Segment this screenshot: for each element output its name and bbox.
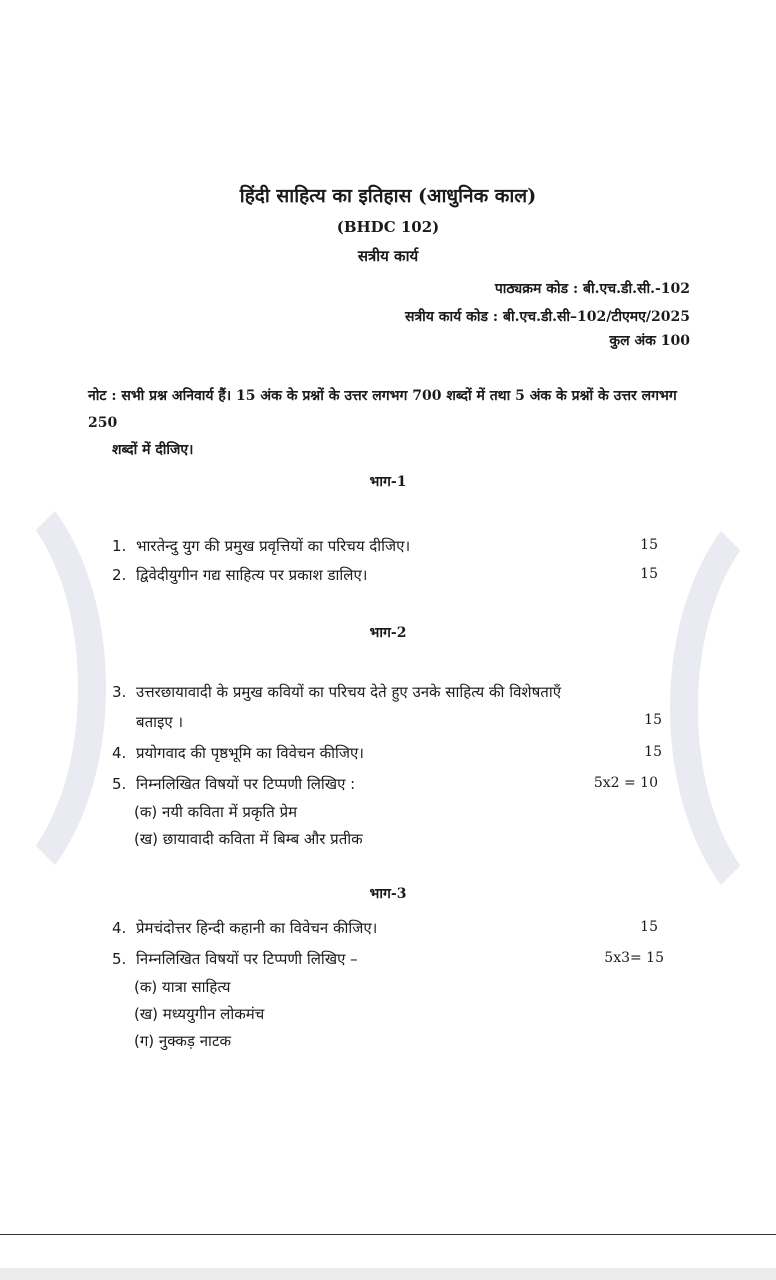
document-subtitle: सत्रीय कार्य [357,247,419,265]
watermark-arc-right [670,480,776,936]
assignment-code: सत्रीय कार्य कोड : बी.एच.डी.सी–102/टीएमए/2025 [404,309,690,325]
question-marks: 15 [644,712,662,728]
question-text: प्रेमचंदोत्तर हिन्दी कहानी का विवेचन कीजिए। [136,919,378,937]
question-number: 5. [112,950,127,968]
question-marks: 15 [640,919,658,935]
question-marks: 5x3= 15 [604,950,664,966]
question-1 [112,536,410,556]
bottom-divider [0,1234,776,1235]
question-text: भारतेन्दु युग की प्रमुख प्रवृत्तियों का परिचय दीजिए। [136,537,411,555]
sub-item: (क) यात्रा साहित्य [134,978,231,996]
question-text: प्रयोगवाद की पृष्ठभूमि का विवेचन कीजिए। [136,744,364,762]
bottom-bar [0,1268,776,1280]
total-marks: कुल अंक 100 [609,333,690,349]
sub-item: (क) नयी कविता में प्रकृति प्रेम [134,803,298,821]
question-marks: 15 [644,744,662,760]
question-text: निम्नलिखित विषयों पर टिप्पणी लिखिए – [136,950,358,968]
question-number: 1. [112,537,127,555]
question-number: 5. [112,775,127,793]
question-marks: 5x2 = 10 [593,775,658,791]
course-code: (BHDC 102) [336,218,440,236]
question-text: द्विवेदीयुगीन गद्य साहित्य पर प्रकाश डालिए। [136,566,368,584]
question-number: 2. [112,566,127,584]
sub-item: (ख) मध्ययुगीन लोकमंच [134,1005,265,1023]
question-5b [112,949,358,969]
question-number: 4. [112,919,127,937]
question-5 [112,774,355,794]
document-title: हिंदी साहित्य का इतिहास (आधुनिक काल) [239,185,537,207]
section-heading-2: भाग-2 [369,625,407,641]
question-number: 3. [112,683,127,701]
question-4 [112,743,364,763]
sub-item: (ख) छायावादी कविता में बिम्ब और प्रतीक [134,830,363,848]
question-continuation: बताइए । [136,713,184,731]
question-marks: 15 [640,537,658,553]
question-3 [112,682,561,702]
note-line-2: शब्दों में दीजिए। [112,442,194,458]
note-line-1: नोट : सभी प्रश्न अनिवार्य हैं। 15 अंक के प्रश्नों के उत्तर लगभग 700 शब्दों में तथा 5 अंक के प्रश्नों के उत्तर लगभग 250 [88,388,677,431]
instructions-note [88,383,698,464]
question-2 [112,565,367,585]
question-text: उत्तरछायावादी के प्रमुख कवियों का परिचय देते हुए उनके साहित्य की विशेषताएँ [136,683,562,701]
syllabus-code: पाठ्यक्रम कोड : बी.एच.डी.सी.-102 [494,281,690,297]
question-marks: 15 [640,566,658,582]
sub-item: (ग) नुक्कड़ नाटक [134,1032,232,1050]
question-text: निम्नलिखित विषयों पर टिप्पणी लिखिए : [136,775,356,793]
section-heading-1: भाग-1 [369,474,407,490]
question-4b [112,918,377,938]
section-heading-3: भाग-3 [369,886,407,902]
question-number: 4. [112,744,127,762]
watermark-arc-left [0,460,106,916]
